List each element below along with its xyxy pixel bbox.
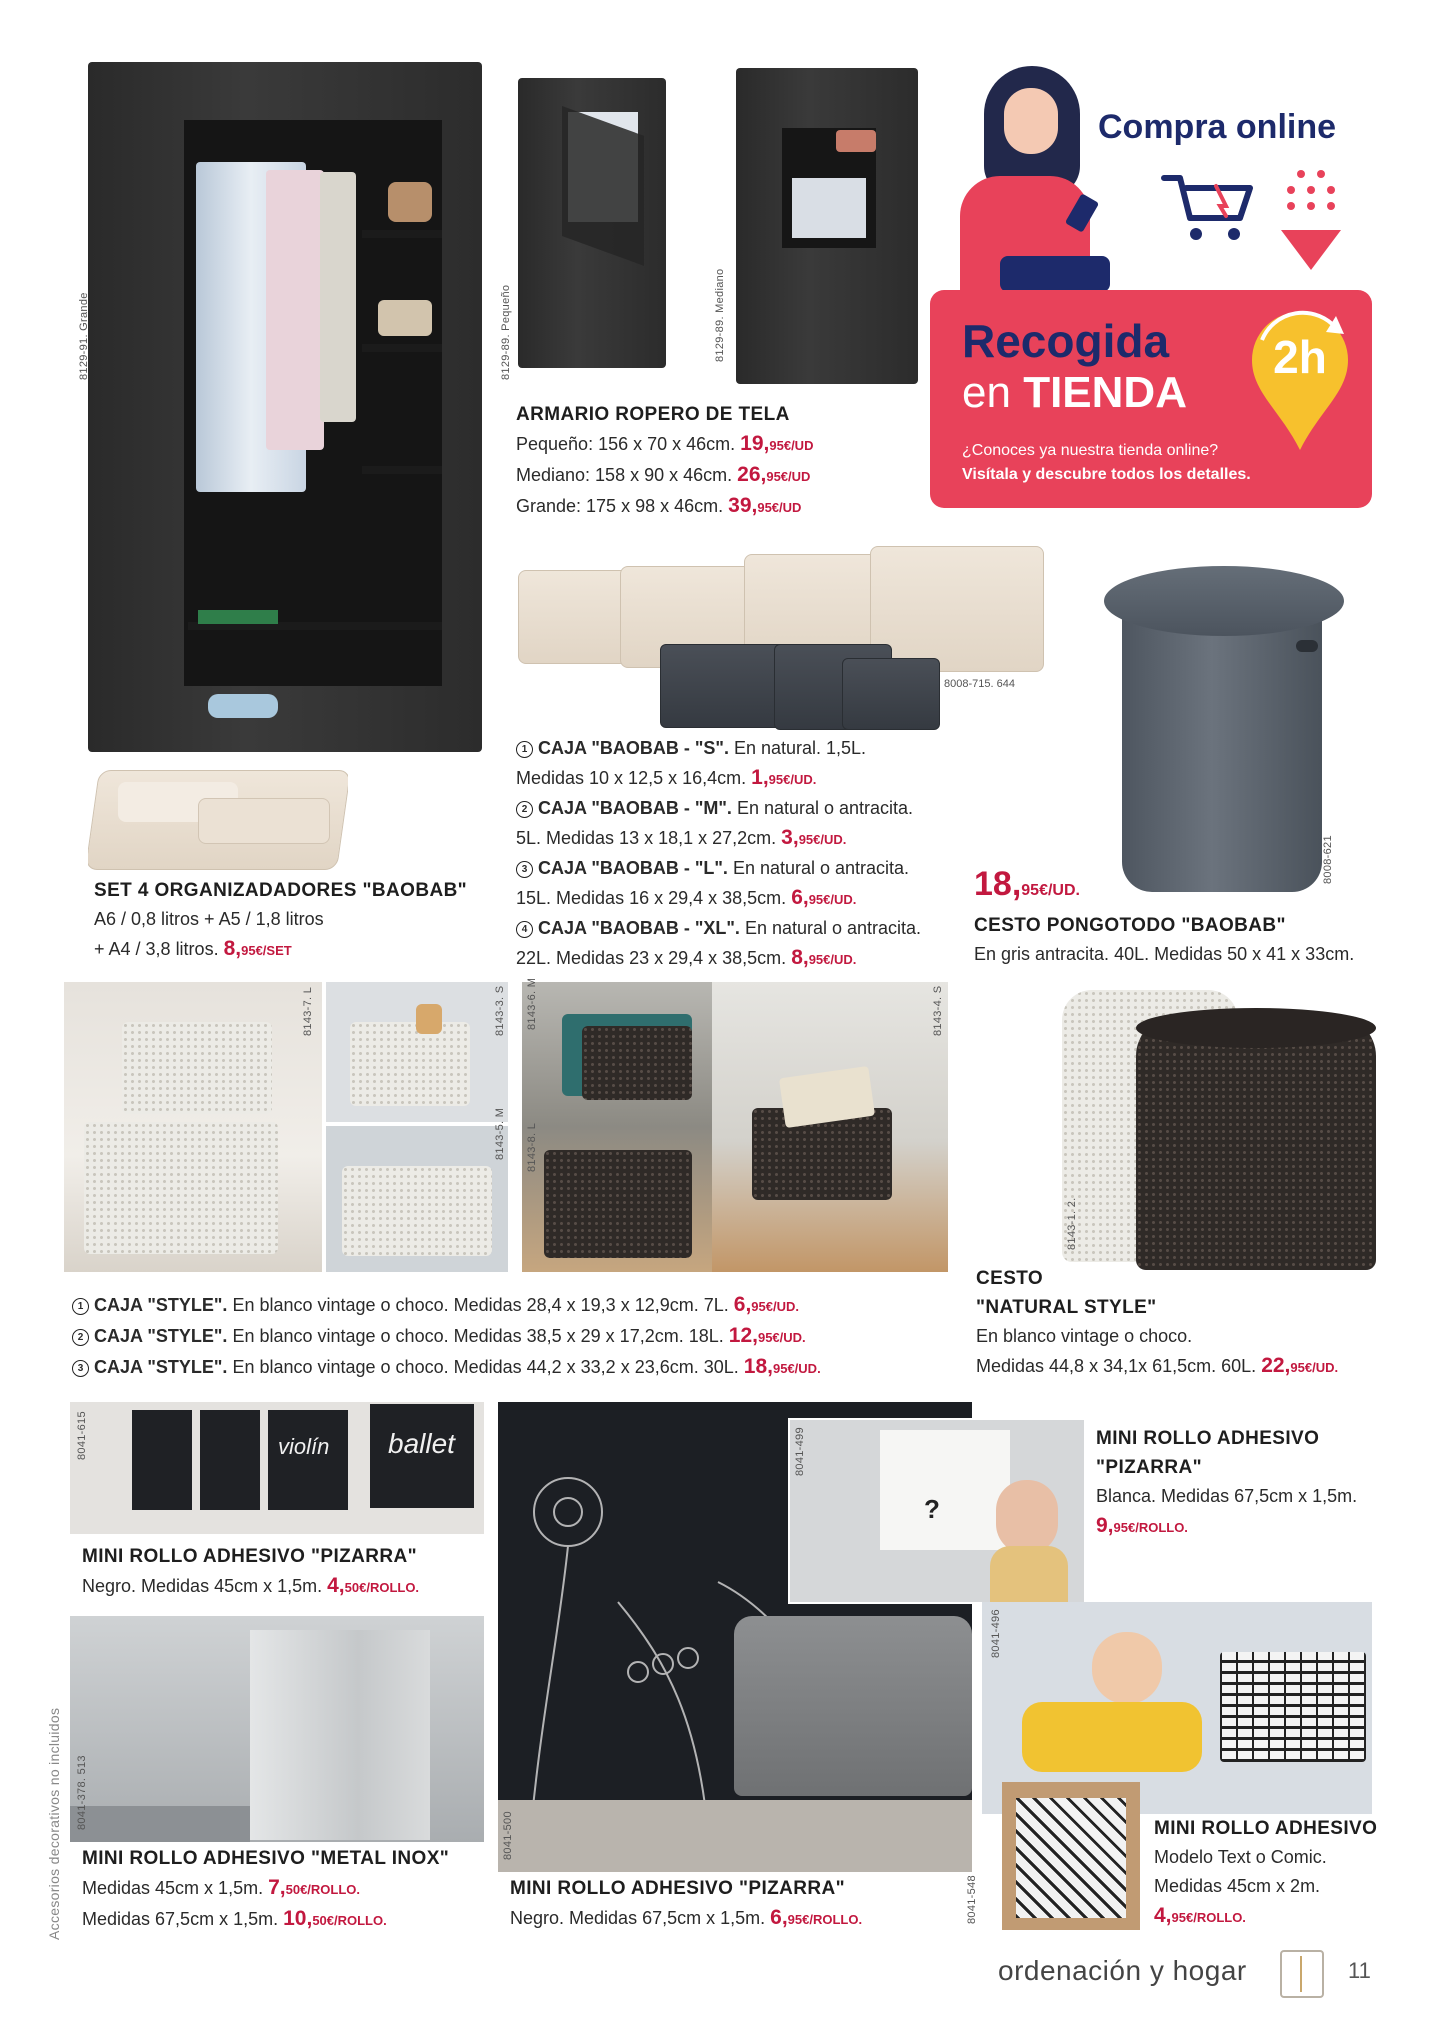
style-code-m2: 8143-6. M — [526, 977, 538, 1030]
metal-inox-title: MINI ROLLO ADHESIVO "METAL INOX" — [82, 1848, 450, 1869]
style-photo-2 — [326, 982, 508, 1122]
promo-headline: Compra online — [1098, 108, 1337, 146]
pickup-badge: 2h — [1273, 331, 1327, 383]
chalk-black-small-desc: Negro. Medidas 45cm x 1,5m. 4,50€/ROLLO. — [82, 1574, 420, 1597]
baobab-box-4: 4 CAJA "BAOBAB - "XL". En natural o antracita. — [516, 914, 921, 943]
hamper-style-title-2: "NATURAL STYLE" — [976, 1297, 1157, 1318]
hamper-baobab-code: 8008-621 — [1322, 835, 1334, 884]
wardrobes-text — [516, 400, 813, 522]
pickup-info-1: ¿Conoces ya nuestra tienda online? — [962, 442, 1219, 459]
chalk-white-title-1: MINI ROLLO ADHESIVO — [1096, 1428, 1320, 1449]
metal-inox-line-1: Medidas 45cm x 1,5m. 7,50€/ROLLO. — [82, 1876, 361, 1899]
chalk-white-desc: Blanca. Medidas 67,5cm x 1,5m. — [1096, 1486, 1358, 1506]
style-code-s2: 8143-4. S — [932, 985, 944, 1036]
chalk-word-violin: violín — [278, 1434, 330, 1459]
wardrobes-title: ARMARIO ROPERO DE TELA — [516, 404, 790, 425]
chalk-white-code: 8041-499 — [794, 1427, 806, 1476]
chalk-black-large-code: 8041-500 — [502, 1811, 514, 1860]
wardrobe-large-photo — [88, 62, 482, 752]
wardrobe-small-photo — [518, 78, 666, 368]
comic-title: MINI ROLLO ADHESIVO — [1154, 1818, 1378, 1839]
baobab-box-1: 1 CAJA "BAOBAB - "S". En natural. 1,5L. — [516, 734, 921, 763]
comic-line-2: Medidas 45cm x 2m. — [1154, 1876, 1321, 1896]
wardrobe-price-2: 26,95€/UD — [737, 463, 811, 486]
style-box-3: 3 CAJA "STYLE". En blanco vintage o choco. Medidas 44,2 x 33,2 x 23,6cm. 30L. 18,95€/UD. — [72, 1352, 821, 1383]
style-photo-5 — [712, 982, 948, 1272]
chalk-white-photo — [788, 1418, 1086, 1604]
metal-inox-text — [82, 1844, 449, 1935]
pickup-info-2: Visítala y descubre todos los detalles. — [962, 466, 1251, 483]
chalk-black-small-title: MINI ROLLO ADHESIVO "PIZARRA" — [82, 1546, 418, 1567]
hamper-baobab-photo — [1096, 560, 1352, 900]
chalk-word-ballet: ballet — [388, 1428, 455, 1459]
chalk-black-small-code: 8041-615 — [76, 1411, 88, 1460]
wardrobe-price-1: 19,95€/UD — [740, 432, 814, 455]
chalk-white-question: ? — [924, 1494, 940, 1524]
pickup-card[interactable] — [930, 290, 1372, 508]
baobab-boxes-text — [516, 734, 921, 974]
baobab-box-4-detail: 22L. Medidas 23 x 29,4 x 38,5cm. 8,95€/UD. — [516, 946, 857, 969]
wardrobe-large-code: 8129-91. Grande — [78, 292, 90, 380]
comic-text — [1154, 1814, 1377, 1932]
hamper-baobab-desc: En gris antracita. 40L. Medidas 50 x 41 x 33cm. — [974, 944, 1355, 964]
hamper-style-text — [976, 1264, 1338, 1382]
shopping-cart-icon — [1160, 170, 1260, 244]
wardrobe-line-1: Pequeño: 156 x 70 x 46cm. 19,95€/UD — [516, 432, 814, 455]
chalk-black-large-desc: Negro. Medidas 67,5cm x 1,5m. 6,95€/ROLLO. — [510, 1906, 863, 1929]
chalk-white-text — [1096, 1424, 1357, 1542]
pickup-title-line2: en TIENDA — [962, 368, 1187, 417]
hamper-style-code: 8143-1. 2. — [1066, 1197, 1078, 1250]
chalk-white-title-2: "PIZARRA" — [1096, 1457, 1203, 1478]
comic-code-2: 8041-548 — [966, 1875, 978, 1924]
section-icon — [1280, 1950, 1324, 1998]
hamper-baobab-price: 18,95€/UD. — [974, 865, 1080, 903]
baobab-set-line-2: + A4 / 3,8 litros. 8,95€/SET — [94, 937, 292, 960]
wardrobe-small-code: 8129-89. Pequeño — [500, 284, 512, 380]
baobab-box-3-detail: 15L. Medidas 16 x 29,4 x 38,5cm. 6,95€/UD. — [516, 886, 857, 909]
style-box-1: 1 CAJA "STYLE". En blanco vintage o choco. Medidas 28,4 x 19,3 x 12,9cm. 7L. 6,95€/UD. — [72, 1290, 821, 1321]
pickup-title-line1: Recogida — [962, 315, 1170, 367]
hamper-style-photo — [1060, 990, 1380, 1272]
wardrobe-medium-code: 8129-89. Mediano — [714, 268, 726, 362]
chalk-black-small-text — [82, 1542, 419, 1602]
baobab-set-line-1: A6 / 0,8 litros + A5 / 1,8 litros — [94, 909, 324, 929]
hamper-style-line-2: Medidas 44,8 x 34,1x 61,5cm. 60L. 22,95€/UD. — [976, 1354, 1339, 1377]
hamper-baobab-text — [974, 864, 1354, 969]
style-boxes-text — [72, 1290, 821, 1383]
comic-photo-2 — [1002, 1782, 1140, 1930]
wardrobe-price-3: 39,95€/UD — [728, 494, 802, 517]
baobab-boxes-photo — [516, 540, 1046, 730]
style-code-s1: 8143-3. S — [494, 985, 506, 1036]
baobab-box-2-detail: 5L. Medidas 13 x 18,1 x 27,2cm. 3,95€/UD. — [516, 826, 847, 849]
hamper-style-title-1: CESTO — [976, 1268, 1044, 1289]
wardrobe-medium-photo — [736, 68, 918, 384]
baobab-box-3: 3 CAJA "BAOBAB - "L". En natural o antracita. — [516, 854, 921, 883]
comic-price: 4,95€/ROLLO. — [1154, 1904, 1246, 1927]
baobab-boxes-code: 8008-715. 644 — [944, 678, 1015, 690]
comic-line-1: Modelo Text o Comic. — [1154, 1847, 1327, 1867]
comic-code-1: 8041-496 — [990, 1609, 1002, 1658]
metal-inox-photo — [70, 1616, 484, 1842]
style-photo-1 — [64, 982, 322, 1272]
chalk-black-small-photo — [70, 1402, 484, 1534]
metal-inox-line-2: Medidas 67,5cm x 1,5m. 10,50€/ROLLO. — [82, 1907, 387, 1930]
promo-illustration — [940, 66, 1110, 292]
baobab-set-text — [94, 876, 467, 965]
baobab-set-title: SET 4 ORGANIZADADORES "BAOBAB" — [94, 880, 468, 901]
hamper-baobab-title: CESTO PONGOTODO "BAOBAB" — [974, 915, 1286, 936]
page-number: 11 — [1348, 1958, 1371, 1983]
baobab-box-2: 2 CAJA "BAOBAB - "M". En natural o antracita. — [516, 794, 921, 823]
style-photo-4 — [522, 982, 712, 1272]
style-box-2: 2 CAJA "STYLE". En blanco vintage o choco. Medidas 38,5 x 29 x 17,2cm. 18L. 12,95€/UD. — [72, 1321, 821, 1352]
style-code-l2: 8143-8. L — [526, 1122, 538, 1172]
side-note: Accesorios decorativos no incluidos — [46, 1707, 62, 1940]
style-photo-3 — [326, 1126, 508, 1272]
wardrobe-line-3: Grande: 175 x 98 x 46cm. 39,95€/UD — [516, 494, 802, 517]
hamper-style-desc: En blanco vintage o choco. — [976, 1326, 1193, 1346]
arrow-down-icon — [1276, 166, 1346, 276]
chalk-black-large-text — [510, 1874, 862, 1934]
section-name: ordenación y hogar — [998, 1955, 1247, 1986]
style-code-l: 8143-7. L — [302, 986, 314, 1036]
chalk-black-large-title: MINI ROLLO ADHESIVO "PIZARRA" — [510, 1878, 846, 1899]
chalk-white-price: 9,95€/ROLLO. — [1096, 1514, 1188, 1537]
metal-inox-code: 8041-378. 513 — [76, 1755, 88, 1830]
wardrobe-line-2: Mediano: 158 x 90 x 46cm. 26,95€/UD — [516, 463, 811, 486]
baobab-set-photo — [88, 764, 348, 874]
baobab-box-1-detail: Medidas 10 x 12,5 x 16,4cm. 1,95€/UD. — [516, 766, 817, 789]
style-code-m1: 8143-5. M — [494, 1107, 506, 1160]
